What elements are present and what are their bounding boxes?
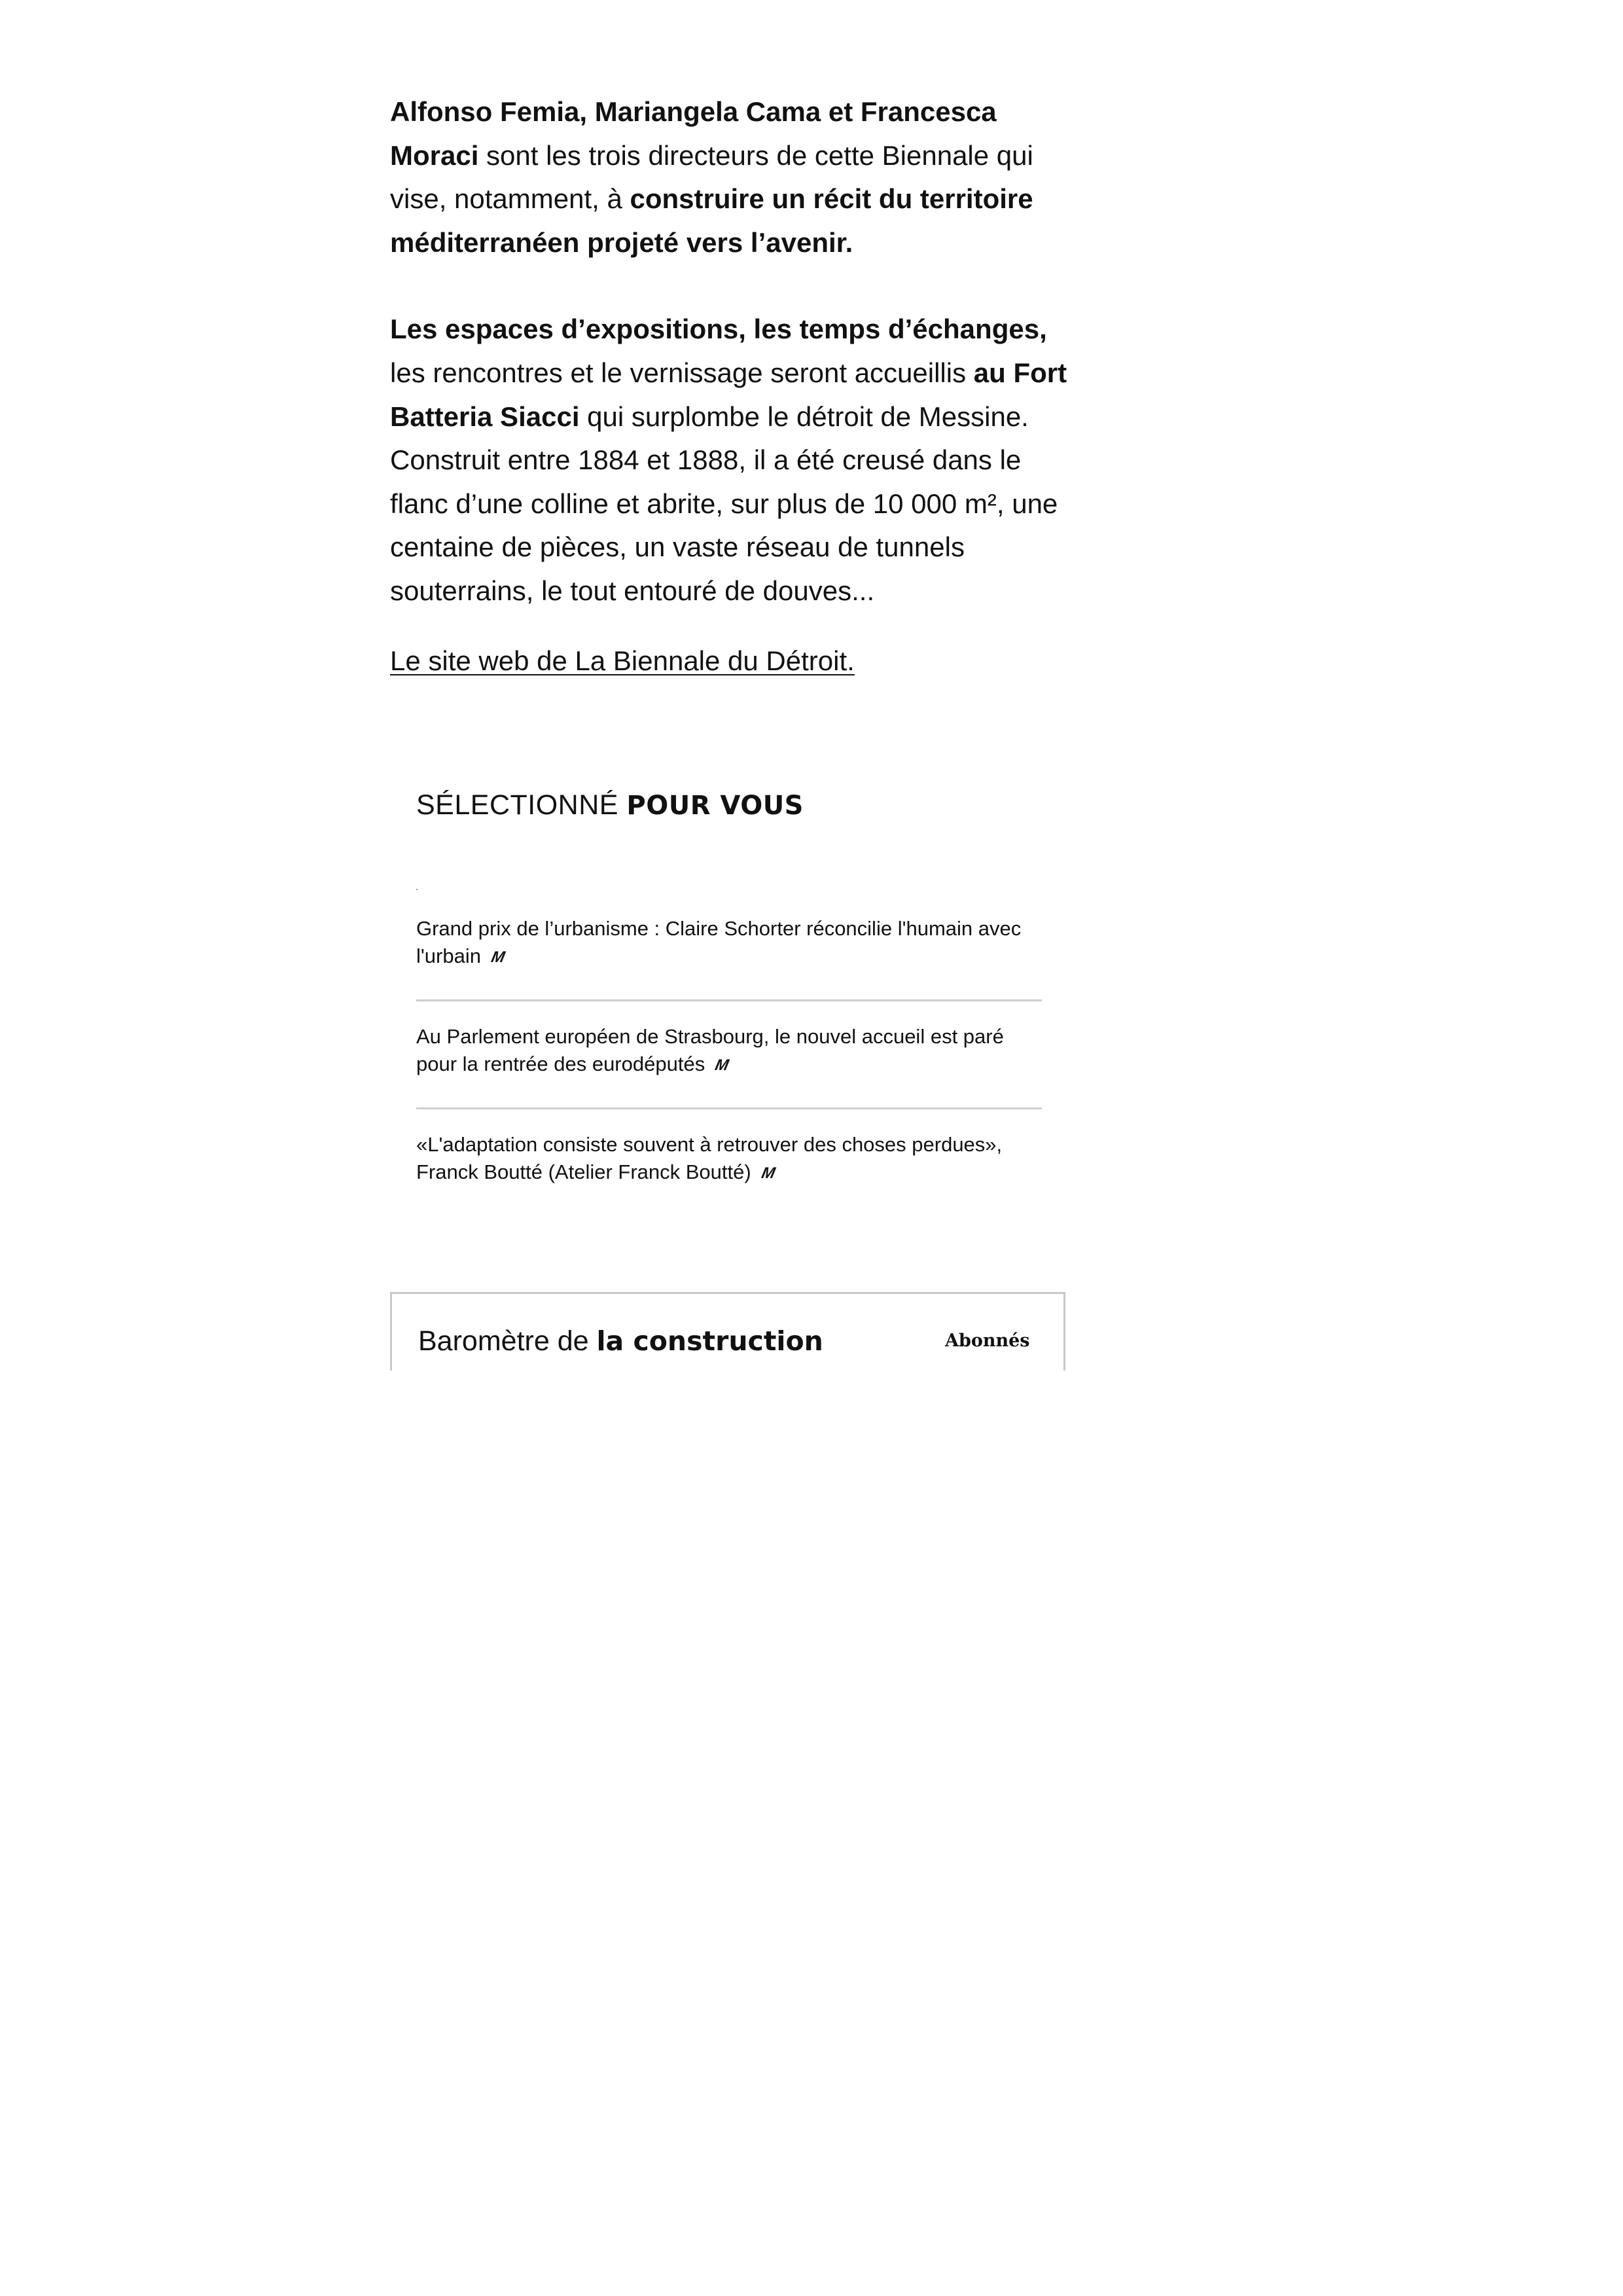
m-premium-icon: M (490, 948, 505, 966)
article-paragraph-venue (390, 308, 1071, 613)
directors-names: Alfonso Femia, Mariangela Cama et Francesca Moraci (390, 96, 997, 171)
m-premium-icon: M (759, 1164, 775, 1182)
selected-for-you-section (416, 785, 1043, 1183)
article-body (390, 90, 1071, 683)
paragraph-text: sont les trois directeurs de cette Biennale qui vise, notamment, à (390, 139, 1033, 215)
divider (416, 1107, 1042, 1109)
divider (416, 999, 1042, 1001)
paragraph-emphasis: construire un récit du territoire méditerranéen projeté vers l’avenir. (390, 183, 1033, 258)
biennale-website-link[interactable]: Le site web de La Biennale du Détroit. (390, 645, 855, 676)
divider-dot (416, 889, 418, 890)
subscribers-badge: Abonnés (945, 1331, 1030, 1351)
barometer-title: Baromètre de la construction (418, 1325, 823, 1357)
barometer-widget (390, 1292, 1065, 1371)
section-title: SÉLECTIONNÉ POUR VOUS (416, 789, 804, 821)
venue-name: au Fort Batteria Siacci (390, 357, 1067, 432)
paragraph-text: les rencontres et le vernissage seront accueillis (390, 357, 974, 388)
paragraph-text: qui surplombe le détroit de Messine. Construit entre 1884 et 1888, il a été creusé dans le flanc d’une colline et abrite, sur plus de 10 000 m², une centaine de pièces, un vaste réseau de tunnels souterrains, le tout entouré de douves... (390, 401, 1058, 606)
recommended-article-link[interactable]: Grand prix de l’urbanisme : Claire Schorter réconcilie l'humain avec l'urbain M (416, 915, 1043, 971)
recommended-article-link[interactable]: Au Parlement européen de Strasbourg, le nouvel accueil est paré pour la rentrée des eurodéputés M (416, 1023, 1043, 1079)
recommended-article-link[interactable]: «L'adaptation consiste souvent à retrouver des choses perdues», Franck Boutté (Atelier Franck Boutté) M (416, 1131, 1043, 1187)
m-premium-icon: M (713, 1056, 729, 1074)
paragraph-emphasis: Les espaces d’expositions, les temps d’échanges, (390, 314, 1047, 345)
article-paragraph-directors (390, 90, 1071, 264)
